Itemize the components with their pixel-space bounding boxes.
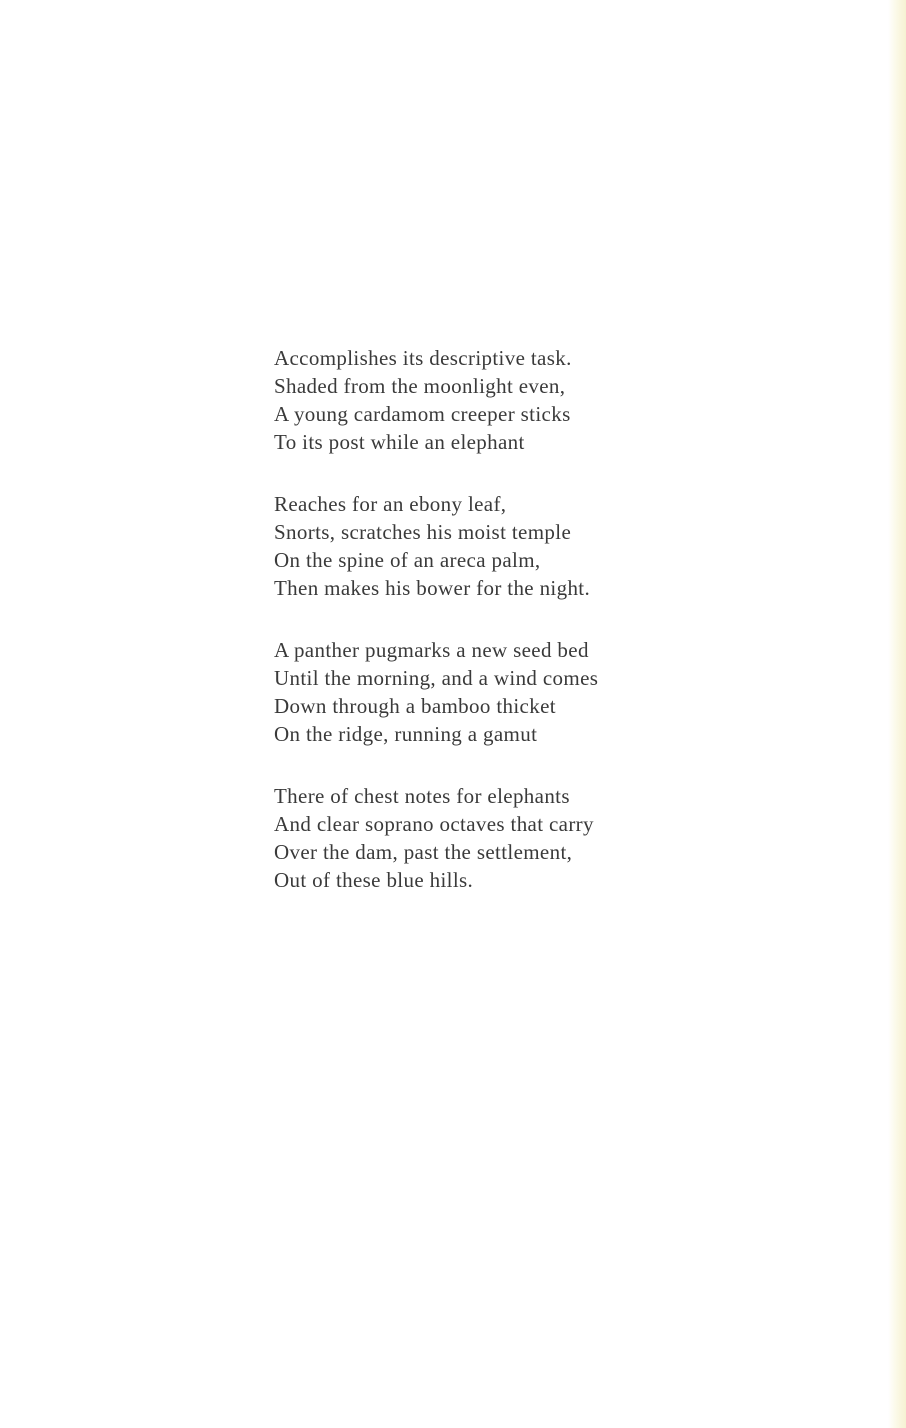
poem-line: On the spine of an areca palm, [274, 548, 541, 572]
poem-line: On the ridge, running a gamut [274, 722, 538, 746]
stanza-3 [274, 636, 694, 748]
poem-body [274, 344, 694, 928]
poem-line: Shaded from the moonlight even, [274, 374, 566, 398]
poem-line: Out of these blue hills. [274, 868, 474, 892]
stanza-2 [274, 490, 694, 602]
poem-line: And clear soprano octaves that carry [274, 812, 594, 836]
poem-line: There of chest notes for elephants [274, 784, 570, 808]
poem-line: A panther pugmarks a new seed bed [274, 638, 589, 662]
page-edge-shadow [888, 0, 906, 1428]
poem-line: Then makes his bower for the night. [274, 576, 591, 600]
poem-line: Until the morning, and a wind comes [274, 666, 599, 690]
poem-line: A young cardamom creeper sticks [274, 402, 571, 426]
poem-line: Accomplishes its descriptive task. [274, 346, 572, 370]
poem-line: Over the dam, past the settlement, [274, 840, 573, 864]
poem-line: Snorts, scratches his moist temple [274, 520, 572, 544]
poem-line: Down through a bamboo thicket [274, 694, 556, 718]
stanza-4 [274, 782, 694, 894]
poem-line: To its post while an elephant [274, 430, 525, 454]
stanza-1 [274, 344, 694, 456]
poem-line: Reaches for an ebony leaf, [274, 492, 507, 516]
